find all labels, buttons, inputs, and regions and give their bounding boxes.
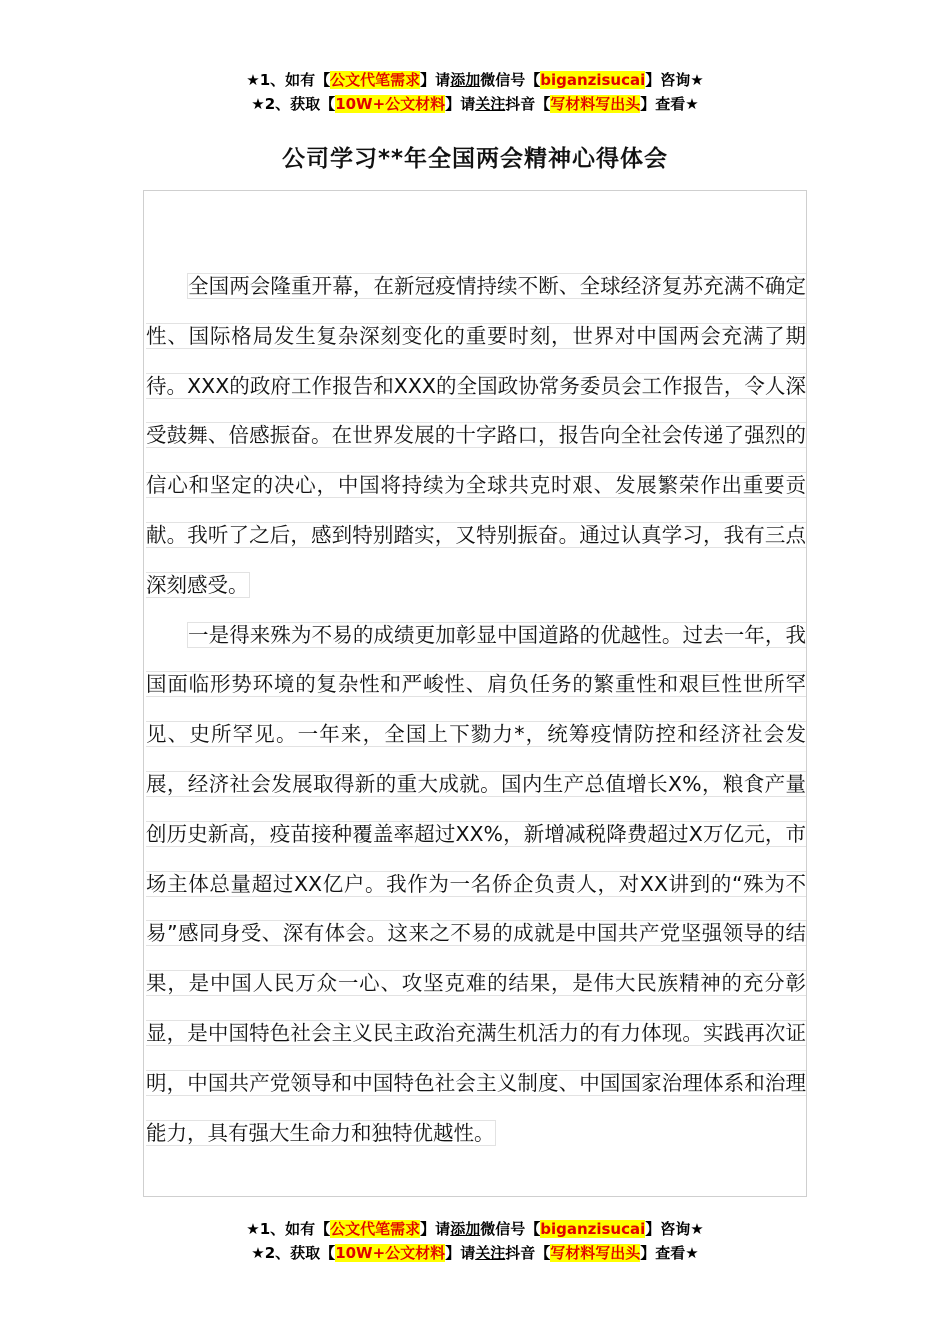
promo-douyin-id: 写材料写出头 [550, 1244, 641, 1262]
paragraph-text: 全国两会隆重开幕，在新冠疫情持续不断、全球经济复苏充满不确定性、国际格局发生复杂深刻变化的重要时刻，世界对中国两会充满了期待。XXX的政府工作报告和XXX的全国政协常务委员会工作报告，令人深受鼓舞、倍感振奋。在世界发展的十字路口，报告向全社会传递了强烈的信心和坚定的决心，中国将持续为全球共克时艰、发展繁荣作出重要贡献。我听了之后，感到特别踏实，又特别振奋。通过认真学习，我有三点深刻感受。 [146, 274, 806, 597]
promo-highlight: 公文代笔需求 [330, 1220, 421, 1238]
promo-text: 】咨询★ [645, 1220, 704, 1238]
promo-text: ★1、如有【 [246, 71, 331, 89]
promo-underline: 添加 [450, 1220, 481, 1238]
document-body [146, 262, 806, 1158]
promo-text: 】请 [420, 71, 451, 89]
promo-text: ★2、获取【 [251, 1244, 336, 1262]
promo-highlight: 10W+公文材料 [335, 1244, 446, 1262]
promo-banner-top [0, 68, 950, 116]
promo-line-1 [0, 68, 950, 92]
promo-text: ★1、如有【 [246, 1220, 331, 1238]
promo-text: 】请 [420, 1220, 451, 1238]
promo-text: 抖音【 [505, 95, 551, 113]
promo-line-2 [0, 1241, 950, 1265]
promo-text: 】咨询★ [645, 71, 704, 89]
paragraph-intro [146, 262, 806, 611]
promo-underline: 关注 [475, 95, 506, 113]
paragraph-text: 一是得来殊为不易的成绩更加彰显中国道路的优越性。过去一年，我国面临形势环境的复杂性和严峻性、肩负任务的繁重性和艰巨性世所罕见、史所罕见。一年来，全国上下勠力*，统筹疫情防控和经济社会发展，经济社会发展取得新的重大成就。国内生产总值增长X%，粮食产量创历史新高，疫苗接种覆盖率超过XX%，新增减税降费超过X万亿元，市场主体总量超过XX亿户。我作为一名侨企负责人，对XX讲到的“殊为不易”感同身受、深有体会。这来之不易的成就是中国共产党坚强领导的结果，是中国人民万众一心、攻坚克难的结果，是伟大民族精神的充分彰显，是中国特色社会主义民主政治充满生机活力的有力体现。实践再次证明，中国共产党领导和中国特色社会主义制度、中国国家治理体系和治理能力，具有强大生命力和独特优越性。 [146, 622, 806, 1145]
promo-text: 微信号【 [480, 1220, 541, 1238]
promo-text: 抖音【 [505, 1244, 551, 1262]
promo-text: ★2、获取【 [251, 95, 336, 113]
promo-underline: 添加 [450, 71, 481, 89]
promo-highlight: 10W+公文材料 [335, 95, 446, 113]
promo-douyin-id: 写材料写出头 [550, 95, 641, 113]
promo-highlight: 公文代笔需求 [330, 71, 421, 89]
paragraph-point-one [146, 611, 806, 1159]
promo-wechat-id: biganzisucai [540, 71, 646, 89]
promo-wechat-id: biganzisucai [540, 1220, 646, 1238]
promo-text: 】请 [445, 1244, 476, 1262]
promo-text: 】查看★ [640, 1244, 699, 1262]
document-title: 公司学习**年全国两会精神心得体会 [281, 146, 669, 172]
promo-text: 】查看★ [640, 95, 699, 113]
promo-line-2 [0, 92, 950, 116]
promo-banner-bottom [0, 1217, 950, 1265]
promo-text: 】请 [445, 95, 476, 113]
promo-text: 微信号【 [480, 71, 541, 89]
promo-line-1 [0, 1217, 950, 1241]
promo-underline: 关注 [475, 1244, 506, 1262]
